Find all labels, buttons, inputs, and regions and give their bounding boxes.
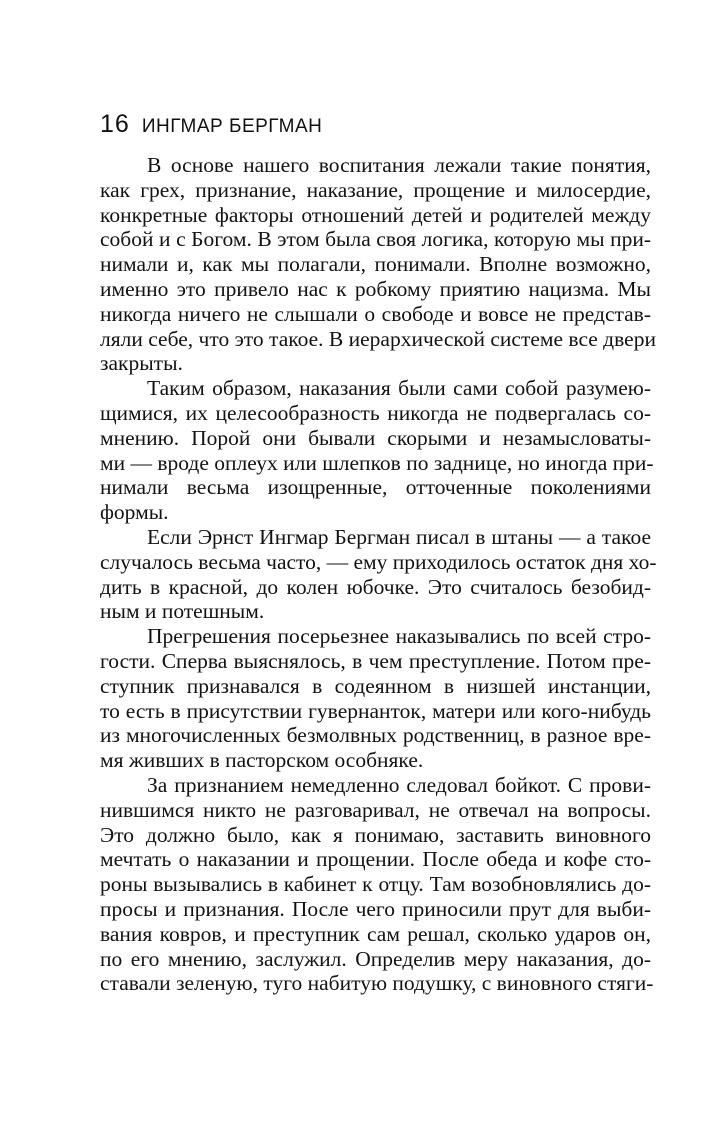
page-number: 16 <box>100 110 130 138</box>
running-head-author: ИНГМАР БЕРГМАН <box>141 116 323 137</box>
text-line: Если Эрнст Ингмар Бергман писал в штаны — а такое <box>147 524 651 549</box>
body-text <box>100 153 657 996</box>
text-line: просы и признания. После чего приносили прут для выби- <box>100 896 651 921</box>
text-line: собой и с Богом. В этом была своя логика, которую мы при- <box>100 227 651 252</box>
text-line: Это должно было, как я понимаю, заставить виновного <box>100 822 651 847</box>
text-line: ным и потешным. <box>100 599 265 624</box>
text-line: формы. <box>100 500 169 525</box>
text-line: ставали зеленую, туго набитую подушку, с виновного стяги- <box>100 971 654 996</box>
text-line: роны вызывались в кабинет к отцу. Там возобновлялись до- <box>100 872 651 897</box>
text-line: щимися, их целесообразность никогда не подвергалась со- <box>100 400 651 425</box>
text-line: ляли себе, что это такое. В иерархической системе все двери <box>100 326 656 351</box>
text-line: В основе нашего воспитания лежали такие понятия, <box>147 153 651 177</box>
text-line: мнению. Порой они бывали скорыми и незамысловаты- <box>100 425 651 450</box>
text-line: закрыты. <box>100 351 183 376</box>
text-line: именно это привело нас к робкому приятию нацизма. Мы <box>100 276 651 301</box>
text-line: конкретные факторы отношений детей и родителей между <box>100 202 651 227</box>
text-line: вания ковров, и преступник сам решал, сколько ударов он, <box>100 921 651 946</box>
text-line: никогда ничего не слышали о свободе и вовсе не представ- <box>100 301 651 326</box>
text-line: нимали весьма изощренные, отточенные поколениями <box>100 475 651 500</box>
text-line: по его мнению, заслужил. Определив меру наказания, до- <box>100 946 651 971</box>
text-line: как грех, признание, наказание, прощение и милосердие, <box>100 177 651 202</box>
text-line: Прегрешения посерьезнее наказывались по всей стро- <box>147 624 651 649</box>
text-line: мя живших в пасторском особняке. <box>100 748 424 773</box>
text-line: За признанием немедленно следовал бойкот. С прови- <box>147 772 651 797</box>
text-line: ступник признавался в содеянном в низшей инстанции, <box>100 673 651 698</box>
text-line: Таким образом, наказания были сами собой разумею- <box>147 376 651 401</box>
text-line: гости. Сперва выяснялось, в чем преступление. Потом пре- <box>100 648 651 673</box>
text-line: нимали и, как мы полагали, понимали. Вполне возможно, <box>100 252 651 277</box>
text-line: ми — вроде оплеух или шлепков по заднице, но иногда при- <box>100 450 654 475</box>
text-line: из многочисленных безмолвных родственниц, в разное вре- <box>100 723 651 748</box>
running-head <box>100 110 322 141</box>
text-line: случалось весьма часто, — ему приходилось остаток дня хо- <box>100 549 657 574</box>
text-line: то есть в присутствии гувернанток, матери или кого-нибудь <box>100 698 651 723</box>
text-line: дить в красной, до колен юбочке. Это считалось безобид- <box>100 574 651 599</box>
text-line: нившимся никто не разговаривал, не отвечал на вопросы. <box>100 797 651 822</box>
text-line: мечтать о наказании и прощении. После обеда и кофе сто- <box>100 847 651 872</box>
